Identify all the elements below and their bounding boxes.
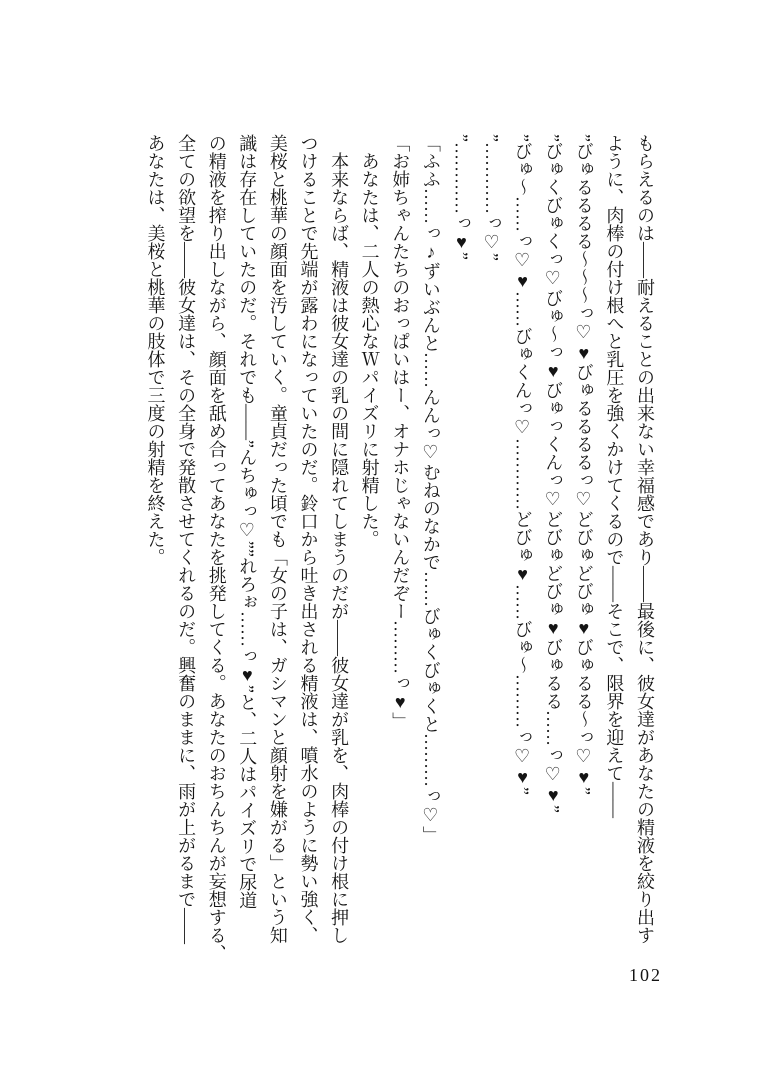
text-column: つけることで先端が露わになっていたのだ。鈴口から吐き出される精液は、噴水のように勢い強く、 (298, 134, 319, 944)
text-column-sfx: ”…………っ♥” (451, 134, 472, 260)
text-column: 美桜と桃華の顔面を汚していく。童貞だった頃でも「女の子は、ガシマンと顔射を嫌がる」という知 (267, 134, 288, 944)
text-column-dialogue: 「お姉ちゃんたちのおっぱいはー、オナホじゃないんだぞー………っ♥」 (390, 134, 411, 730)
page-text (140, 134, 660, 996)
text-column-sfx: ”…………っ♡” (482, 134, 503, 261)
text-column-dialogue: 「ふふ……っ♪ずいぶんと……んんっ♡むねのなかで……びゅくびゅくと………っ♡」 (420, 134, 441, 844)
text-column: あなたは、美桜と桃華の肢体で三度の射精を終えた。 (145, 134, 166, 566)
text-column: の精液を搾り出しながら、顔面を舐め合ってあなたを挑発してくる。あなたのおちんちんが妄想する、 (206, 134, 227, 962)
text-column: 識は存在していたのだ。それでも——”んちゅっ♡””れろぉ……っ♥”と、二人はパイズリで尿道 (237, 134, 258, 909)
page-number: 102 (629, 965, 662, 985)
text-column: 本来ならば、精液は彼女達の乳の間に隠れてしまうのだが——彼女達が乳を、肉棒の付け根に押し (329, 152, 350, 944)
text-column-sfx: ”びゅるるるる～～～っ♡♥びゅるるるるっ♡どびゅどびゅ♥びゅるる～っ♡♥” (573, 134, 594, 795)
text-column: あなたは、二人の熱心なＷパイズリに射精した。 (359, 152, 380, 548)
text-column-sfx: ”びゅ～……っ♡♥……びゅくんっ♡…………どびゅ♥……びゅ～………っ♡♥” (512, 134, 533, 795)
text-column: 全ての欲望を——彼女達は、その全身で発散させてくれるのだ。興奮のままに、雨が上がるまで—— (176, 134, 197, 944)
text-column-sfx: ”びゅくびゅくっ♡びゅ～っ♥びゅっくんっ♡どびゅどびゅ♥びゅるる……っ♡♥” (543, 134, 564, 813)
text-column: もらえるのは——耐えることの出来ない幸福感であり——最後に、彼女達があなたの精液を絞り出す (635, 134, 655, 944)
text-column: ように、肉棒の付け根へと乳圧を強くかけてくるので——そこで、限界を迎えて—— (604, 134, 625, 818)
